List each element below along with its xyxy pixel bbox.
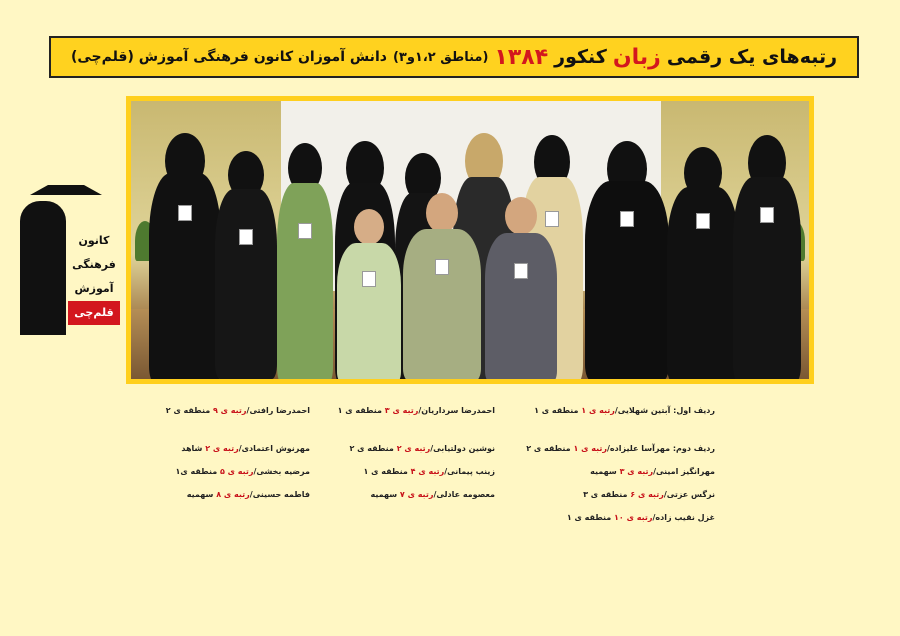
list-item: فاطمه حسینی/رتبه ی ۸ سهمیه: [186, 490, 310, 499]
list-item: احمدرضا سرداریان/رتبه ی ۳ منطقه ی ۱: [337, 406, 495, 415]
group-photo-frame: [126, 96, 814, 384]
graduation-cap-icon: [30, 185, 102, 195]
logo-word-2: فرهنگی: [72, 258, 116, 271]
list-item: معصومه عادلی/رتبه ی ۷ سهمیه: [370, 490, 495, 499]
person-back-8: [585, 141, 669, 379]
person-back-2: [215, 151, 277, 379]
logo-text: [68, 229, 120, 325]
person-front-1: [337, 209, 401, 379]
title-part4: دانش آموزان کانون فرهنگی آموزش (قلم‌چی): [70, 49, 387, 65]
title-part3: کنکور: [554, 46, 607, 68]
page-title: [49, 36, 859, 78]
title-year: ۱۳۸۴: [494, 44, 549, 70]
title-part2: زبان: [612, 44, 661, 70]
list-item: نوشین دولتیابی/رتبه ی ۲ منطقه ی ۲: [349, 444, 495, 453]
logo-word-3: آموزش: [74, 282, 114, 295]
title-regions: (مناطق ۱،۲و۳): [392, 49, 489, 65]
logo-word-4: قلم‌چی: [68, 301, 120, 325]
person-front-2: [403, 193, 481, 379]
list-item: ردیف دوم: مهرآسا علیزاده/رتبه ی ۱ منطقه ی ۲: [526, 444, 715, 453]
list-item: غزل نقیب زاده/رتبه ی ۱۰ منطقه ی ۱: [566, 513, 715, 522]
group-photo: [131, 101, 809, 379]
list-item: مهرنوش اعتمادی/رتبه ی ۲ شاهد: [181, 444, 310, 453]
person-back-9: [667, 147, 739, 379]
graduate-silhouette-icon: [20, 201, 66, 335]
ghalamchi-logo: [20, 185, 120, 340]
names-column-middle: [330, 400, 495, 510]
list-item: احمدرضا رافتی/رتبه ی ۹ منطقه ی ۲: [165, 406, 310, 415]
list-item: نرگس عزتی/رتبه ی ۶ منطقه ی ۳: [583, 490, 715, 499]
person-back-1: [149, 133, 221, 379]
person-back-10: [733, 135, 801, 379]
person-back-3: [277, 143, 333, 379]
list-item: مرضیه بخشی/رتبه ی ۵ منطقه ی۱: [175, 467, 310, 476]
list-item: مهرانگیز امینی/رتبه ی ۳ سهمیه: [590, 467, 715, 476]
title-part1: رتبه‌های یک رقمی: [666, 46, 838, 68]
logo-word-1: کانون: [78, 234, 110, 247]
list-item: زینب پیمانی/رتبه ی ۴ منطقه ی ۱: [363, 467, 495, 476]
names-column-right: [520, 400, 715, 530]
names-column-left: [150, 400, 310, 510]
person-front-3: [485, 197, 557, 379]
list-item: ردیف اول: آبتین شهلایی/رتبه ی ۱ منطقه ی ۱: [534, 406, 715, 415]
